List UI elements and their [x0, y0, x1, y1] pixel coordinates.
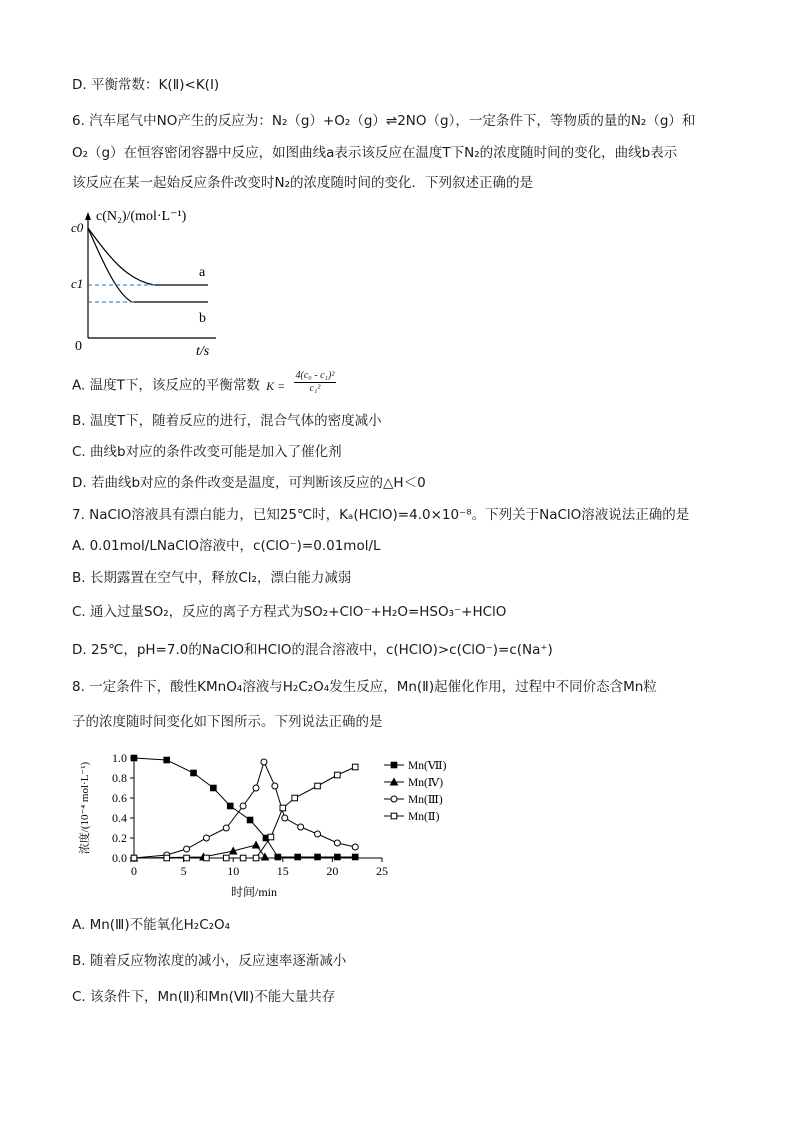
y-tick-label: 0.4	[112, 811, 127, 825]
q6-y-arrow	[85, 212, 91, 220]
q8-y-axis-label: 浓度/(10⁻⁴ mol·L⁻¹)	[79, 761, 91, 855]
data-point	[334, 840, 340, 846]
data-point	[227, 803, 233, 809]
data-point	[335, 772, 341, 778]
data-point	[253, 785, 259, 791]
data-point	[315, 831, 321, 837]
data-point	[253, 855, 259, 861]
data-point	[268, 834, 274, 840]
series-line	[134, 767, 355, 858]
x-tick-label: 15	[276, 864, 289, 878]
y-tick-label: 0.2	[112, 831, 127, 845]
q7-stem: 7. NaClO溶液具有漂白能力，已知25℃时，Kₐ(HClO)=4.0×10⁻⁸。下列关于NaClO溶液说法正确的是	[72, 507, 690, 523]
data-point	[282, 815, 288, 821]
data-point	[352, 844, 358, 850]
y-tick-label: 1.0	[112, 751, 127, 765]
q7-option-a: A. 0.01mol/LNaClO溶液中，c(ClO⁻)=0.01mol/L	[72, 538, 381, 554]
q8-option-b: B. 随着反应物浓度的减小，反应速率逐渐减小	[72, 953, 347, 969]
q6-stem-line1: 6. 汽车尾气中NO产生的反应为：N₂（g）+O₂（g）⇌2NO（g），一定条件下，等物质的量的N₂（g）和	[72, 113, 696, 129]
q6-option-b: B. 温度T下，随着反应的进行，混合气体的密度减小	[72, 413, 382, 429]
data-point	[315, 783, 321, 789]
q6-stem-line2: O₂（g）在恒容密闭容器中反应，如图曲线a表示该反应在温度T下N₂的浓度随时间的变化，曲线b表示	[72, 145, 678, 161]
data-point	[391, 813, 397, 819]
data-point	[203, 835, 209, 841]
q7-option-d: D. 25℃，pH=7.0的NaClO和HClO的混合溶液中，c(HClO)>c(ClO⁻)=c(Na⁺)	[72, 642, 553, 658]
y-tick-label: 0.8	[112, 771, 127, 785]
q6-option-c: C. 曲线b对应的条件改变可能是加入了催化剂	[72, 444, 342, 460]
q6-curve-a	[88, 228, 208, 285]
data-point	[131, 855, 137, 861]
q6-c1-label: c1	[71, 276, 84, 291]
x-tick-label: 0	[131, 864, 137, 878]
data-point	[298, 824, 304, 830]
x-tick-label: 25	[376, 864, 388, 878]
q8-option-c: C. 该条件下，Mn(Ⅱ)和Mn(Ⅶ)不能大量共存	[72, 989, 336, 1005]
x-tick-label: 10	[227, 864, 240, 878]
q6-curve-b-label: b	[199, 311, 206, 326]
q6-formula-fraction	[294, 370, 337, 395]
data-point	[272, 783, 278, 789]
q8-stem-line2: 子的浓度随时间变化如下图所示。下列说法正确的是	[72, 714, 383, 730]
legend-label: Mn(Ⅶ)	[408, 760, 447, 772]
q6-y-axis-label: c(N₂)/(mol·L⁻¹)	[96, 209, 187, 224]
q6-stem-line3: 该反应在某一起始反应条件改变时N₂的浓度随时间的变化．下列叙述正确的是	[72, 175, 534, 191]
q8-x-axis-label: 时间/min	[230, 885, 278, 899]
series-4	[131, 764, 358, 861]
q5-option-d: D. 平衡常数：K(Ⅱ)<K(Ⅰ)	[72, 77, 220, 93]
data-point	[335, 854, 341, 860]
data-point	[204, 855, 210, 861]
data-point	[352, 854, 358, 860]
data-point	[253, 842, 260, 849]
data-point	[247, 817, 253, 823]
y-tick-label: 0.0	[112, 851, 127, 865]
q6-option-d: D. 若曲线b对应的条件改变是温度，可判断该反应的△H＜0	[72, 475, 426, 491]
data-point	[391, 796, 397, 802]
data-point	[191, 770, 197, 776]
q6-formula-lhs: K =	[266, 378, 286, 393]
q6-formula-numerator: 4(c₀ - c₁)²	[295, 370, 335, 381]
data-point	[223, 825, 229, 831]
legend-label: Mn(Ⅱ)	[408, 811, 440, 823]
q7-option-b: B. 长期露置在空气中，释放Cl₂，漂白能力减弱	[72, 570, 352, 586]
data-point	[131, 755, 137, 761]
q6-c0-label: c0	[71, 220, 84, 235]
x-tick-label: 5	[180, 864, 187, 878]
q6-origin-label: 0	[75, 339, 82, 354]
data-point	[211, 785, 217, 791]
data-point	[352, 764, 358, 770]
data-point	[184, 855, 190, 861]
q6-curve-b	[88, 228, 208, 302]
data-point	[164, 855, 170, 861]
q8-mn-concentration-chart	[66, 745, 466, 905]
q6-formula-denominator: c₁²	[309, 383, 321, 394]
data-point	[280, 805, 286, 811]
q7-option-c: C. 通入过量SO₂，反应的离子方程式为SO₂+ClO⁻+H₂O=HSO₃⁻+HClO	[72, 604, 507, 620]
x-tick-label: 20	[326, 864, 339, 878]
q6-option-a	[72, 370, 336, 398]
data-point	[261, 759, 267, 765]
q8-option-a: A. Mn(Ⅲ)不能氧化H₂C₂O₄	[72, 917, 231, 933]
y-tick-label: 0.6	[112, 791, 127, 805]
data-point	[391, 762, 397, 768]
q6-option-a-text: A. 温度T下，该反应的平衡常数	[72, 377, 260, 394]
data-point	[295, 854, 301, 860]
data-point	[240, 855, 246, 861]
data-point	[223, 855, 229, 861]
data-point	[292, 795, 298, 801]
q6-curve-a-label: a	[199, 265, 206, 280]
q8-stem-line1: 8. 一定条件下，酸性KMnO₄溶液与H₂C₂O₄发生反应，Mn(Ⅱ)起催化作用，过程中不同价态含Mn粒	[72, 679, 657, 695]
q6-x-axis-label: t/s	[196, 344, 210, 359]
legend-label: Mn(Ⅲ)	[408, 794, 443, 806]
q6-concentration-figure	[66, 200, 236, 360]
data-point	[184, 846, 190, 852]
data-point	[240, 803, 246, 809]
series-3	[131, 759, 358, 861]
data-point	[164, 757, 170, 763]
series-line	[134, 762, 355, 858]
data-point	[275, 854, 281, 860]
data-point	[315, 854, 321, 860]
legend-label: Mn(Ⅳ)	[408, 777, 444, 789]
